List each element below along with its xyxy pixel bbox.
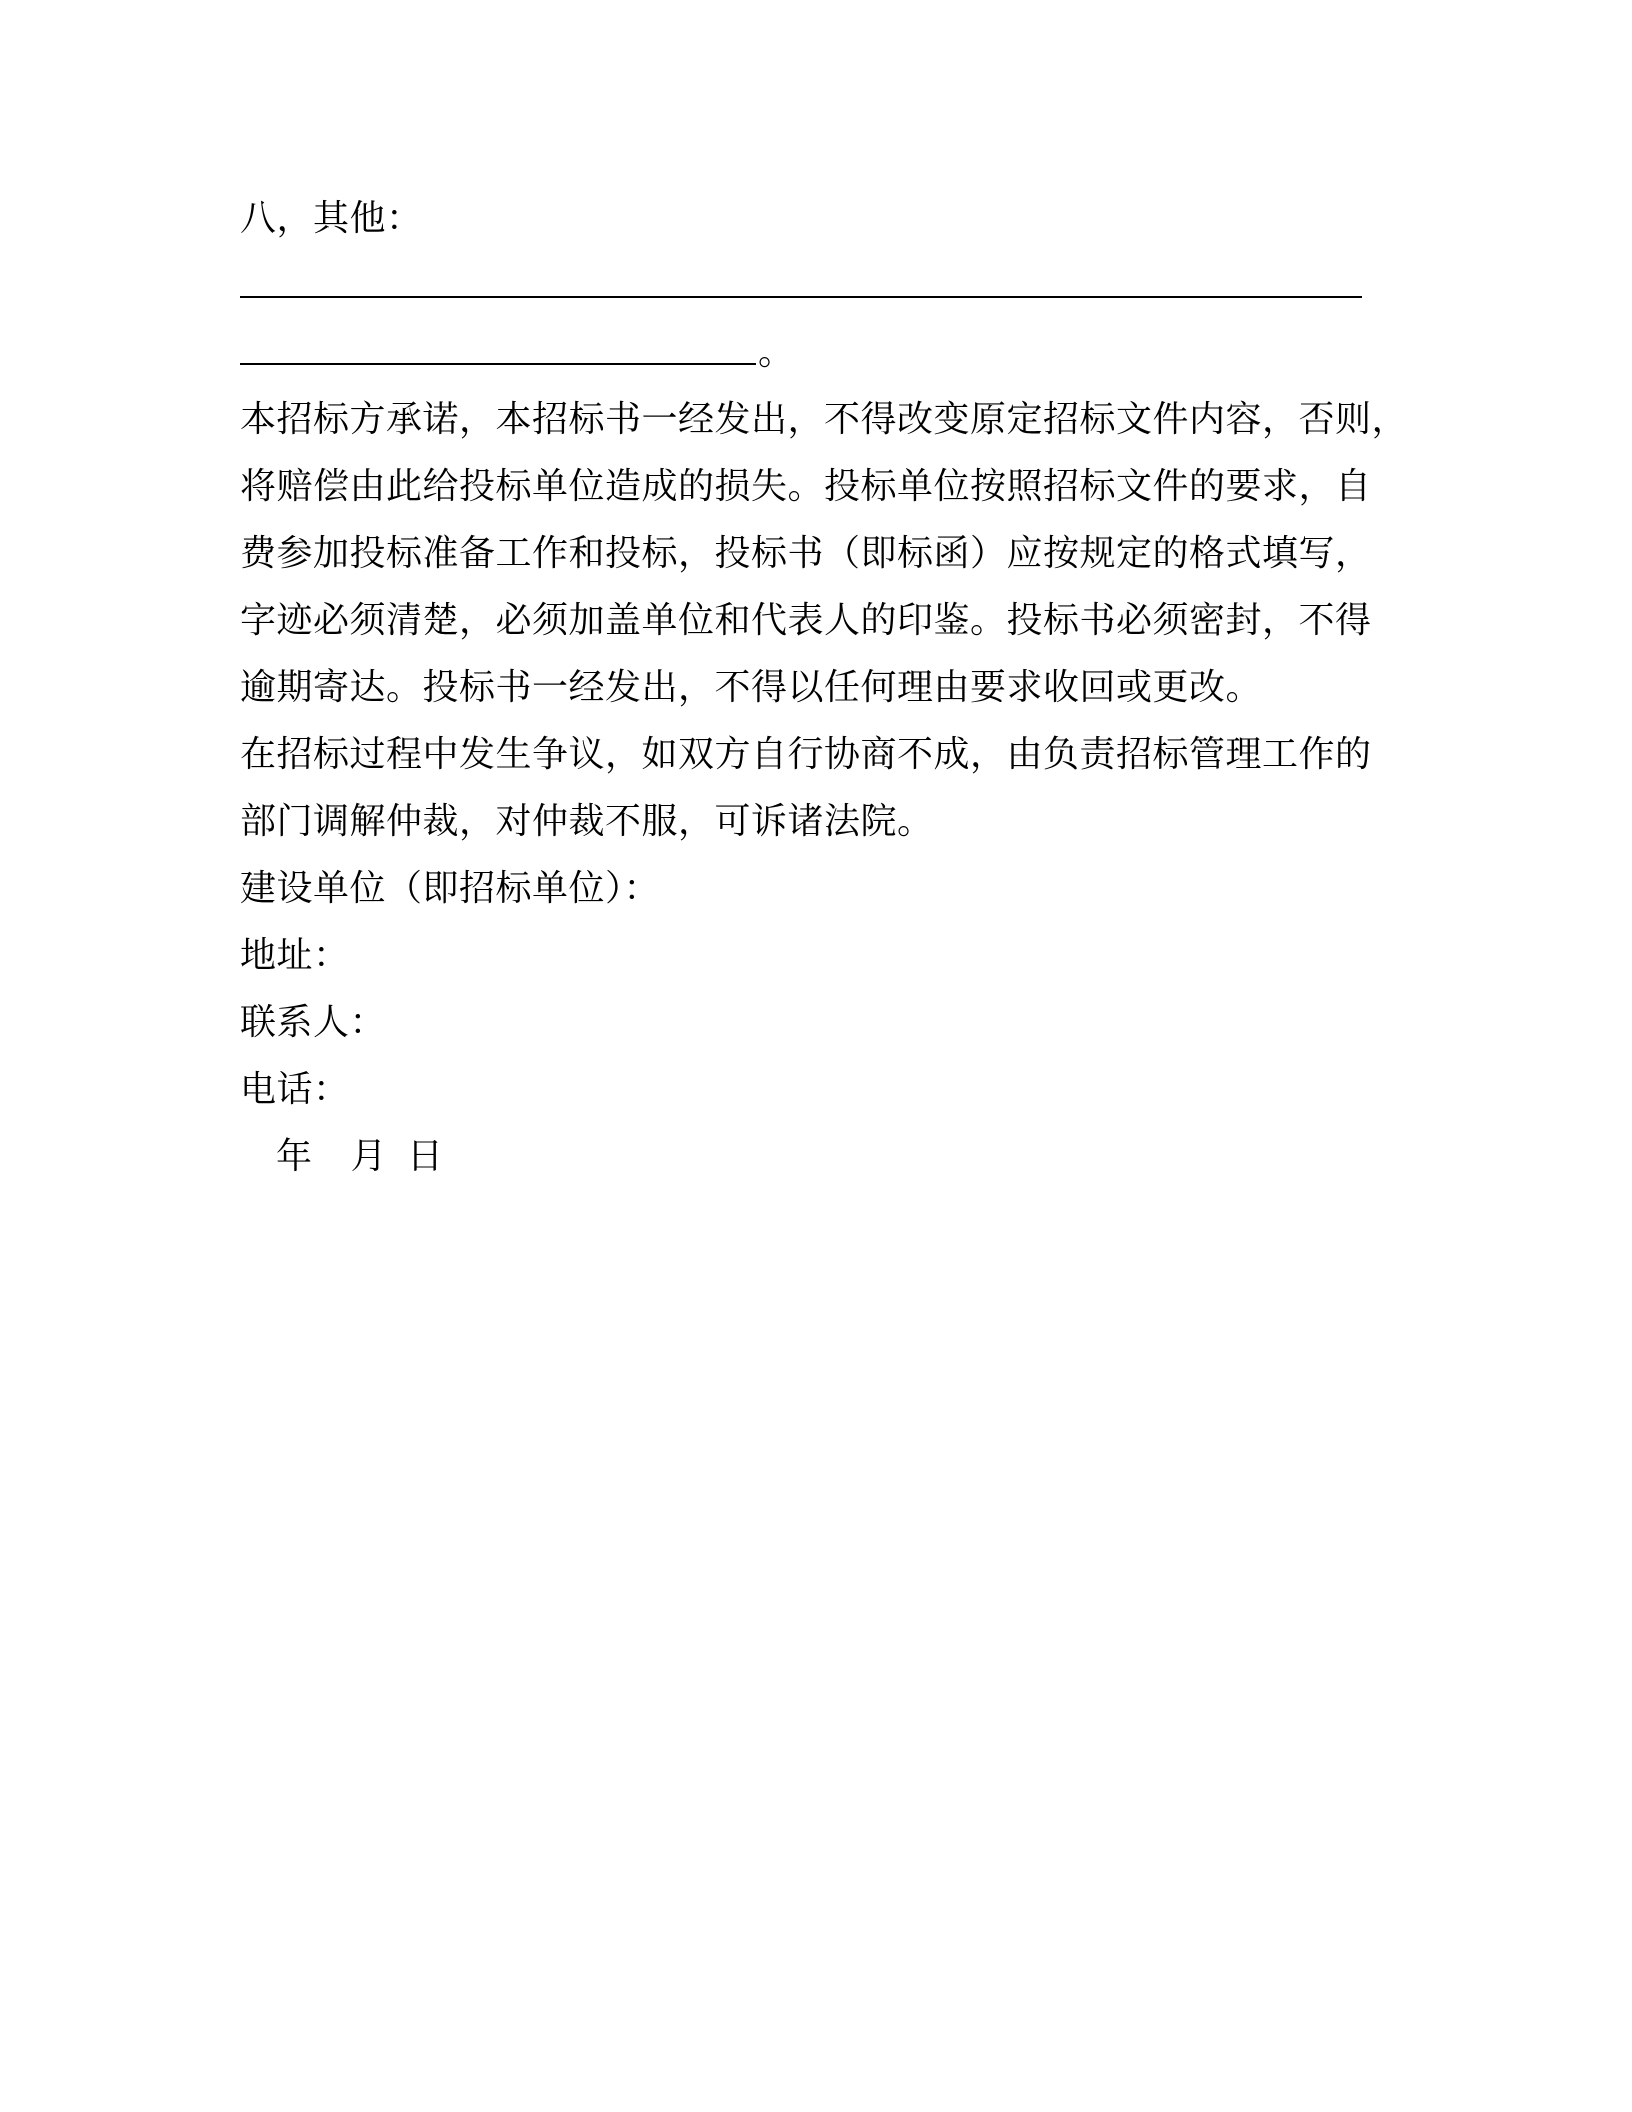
underline-full bbox=[240, 296, 1362, 298]
contact-label: 联系人： bbox=[240, 1002, 387, 1043]
paragraph-line: 将赔偿由此给投标单位造成的损失。投标单位按照招标文件的要求，自 bbox=[240, 466, 1372, 507]
paragraph-line: 逾期寄达。投标书一经发出，不得以任何理由要求收回或更改。 bbox=[240, 667, 1263, 708]
date-month: 月 bbox=[350, 1136, 388, 1177]
paragraph-line: 本招标方承诺，本招标书一经发出，不得改变原定招标文件内容，否则， bbox=[240, 399, 1409, 440]
date-day: 日 bbox=[407, 1136, 444, 1177]
date-year: 年 bbox=[276, 1136, 313, 1177]
blank-line-1 bbox=[240, 252, 1400, 319]
underline-short bbox=[240, 363, 756, 365]
document-body bbox=[240, 185, 1409, 1190]
owner-label: 建设单位（即招标单位）： bbox=[240, 868, 661, 909]
paragraph-line: 部门调解仲裁，对仲裁不服，可诉诸法院。 bbox=[240, 801, 934, 842]
blank-line-2 bbox=[240, 319, 1400, 386]
phone-label: 电话： bbox=[240, 1069, 350, 1110]
section-heading: 八，其他： bbox=[240, 198, 423, 239]
paragraph-line: 在招标过程中发生争议，如双方自行协商不成，由负责招标管理工作的 bbox=[240, 734, 1372, 775]
address-label: 地址： bbox=[240, 935, 350, 976]
blank-end-mark: 。 bbox=[758, 332, 795, 373]
paragraph-line: 费参加投标准备工作和投标，投标书（即标函）应按规定的格式填写， bbox=[240, 533, 1372, 574]
date-line bbox=[240, 1123, 1400, 1190]
paragraph-line: 字迹必须清楚，必须加盖单位和代表人的印鉴。投标书必须密封，不得 bbox=[240, 600, 1372, 641]
